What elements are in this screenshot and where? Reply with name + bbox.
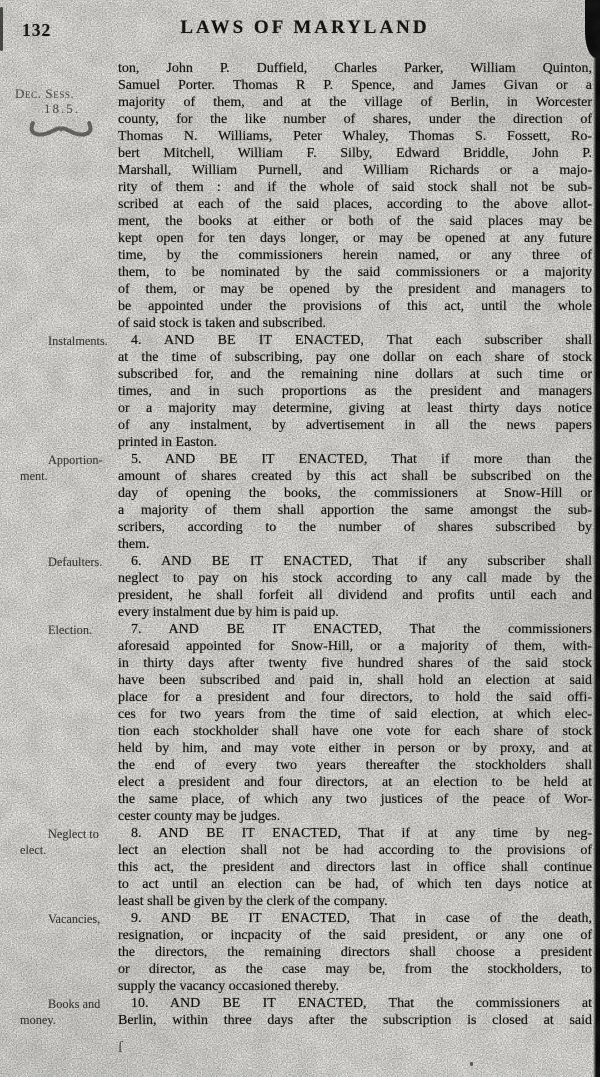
text-line: a majority of them shall apportion the same amongst the sub-	[118, 503, 592, 518]
body-paragraph	[118, 332, 592, 451]
margin-note-line: Books and	[48, 997, 101, 1011]
text-line: times, and in such proportions as the president and managers	[118, 384, 592, 399]
body-paragraph	[118, 553, 592, 621]
margin-note	[8, 553, 118, 621]
scan-edge-right	[593, 0, 600, 1077]
law-section	[8, 553, 592, 621]
text-line: Marshall, William Purnell, and William Richards or a majo-	[118, 163, 592, 178]
text-line: bert Mitchell, William F. Silby, Edward Briddle, John P.	[118, 146, 592, 161]
text-line: of any instalment, by advertisement in all the news papers	[118, 418, 592, 433]
text-line: scribers, according to the number of shares subscribed by	[118, 520, 592, 535]
margin-note-line: Defaulters.	[48, 555, 103, 569]
text-line: at the time of subscribing, pay one dollar on each share of stock	[118, 350, 592, 365]
margin-note	[8, 451, 118, 553]
text-line: 8. AND BE IT ENACTED, That if at any time by neg-	[131, 826, 592, 841]
text-line: the same place, of which any two justices of the peace of Wor-	[118, 792, 592, 807]
text-line: of said stock is taken and subscribed.	[118, 316, 327, 331]
margin-note-line: money.	[20, 1012, 56, 1027]
text-line: resignation, or incpacity of the said president, or any one of	[118, 928, 592, 943]
text-line: held by him, and may vote either in person or by proxy, and at	[118, 741, 592, 756]
text-line: or a majority may determine, giving at least thirty days notice	[118, 401, 592, 416]
text-line: president, he shall forfeit all dividend and profits until each and	[118, 588, 592, 603]
text-line: or director, as the case may be, from the stockholders, to	[118, 962, 592, 977]
margin-note-line: Instalments.	[48, 334, 108, 348]
law-section	[8, 621, 592, 825]
law-section	[8, 825, 592, 910]
text-line: day of opening the books, the commissioners at Snow-Hill or	[118, 486, 592, 501]
margin-note-line: Neglect to	[48, 827, 99, 841]
session-label: Dec. Sess.	[15, 86, 75, 101]
body-paragraph	[118, 825, 592, 910]
scan-edge-left	[0, 7, 3, 51]
text-line: least shall be given by the clerk of the company.	[118, 894, 388, 909]
text-line: time, by the commissioners herein named, or any three of	[118, 248, 592, 263]
text-line: ton, John P. Duffield, Charles Parker, William Quinton,	[118, 61, 592, 76]
text-line: majority of them, and at the village of Berlin, in Worcester	[118, 95, 592, 110]
session-year: 18.5.	[44, 101, 80, 116]
page-title: LAWS OF MARYLAND	[180, 17, 430, 38]
law-section	[8, 451, 592, 553]
text-line: 10. AND BE IT ENACTED, That the commissioners at	[131, 996, 592, 1011]
margin-note	[8, 825, 118, 910]
law-section	[8, 60, 592, 332]
text-line: them.	[118, 537, 150, 552]
law-section	[8, 332, 592, 451]
text-line: 9. AND BE IT ENACTED, That in case of the death,	[131, 911, 592, 926]
text-line: place for a president and four directors, to hold the said offi-	[118, 690, 592, 705]
law-section	[8, 995, 592, 1029]
text-line: 5. AND BE IT ENACTED, That if more than the	[131, 452, 592, 467]
margin-note-line: Vacancies,	[48, 912, 101, 926]
text-line: kept open for ten days longer, or may be opened at any future	[118, 231, 592, 246]
text-line: to act until an election can be had, of which ten days notice at	[118, 877, 592, 892]
stray-mark: ſ	[118, 1039, 123, 1056]
text-line: in thirty days after twenty five hundred shares of the said stock	[118, 656, 592, 671]
margin-note	[8, 332, 118, 451]
text-line: Thomas N. Williams, Peter Whaley, Thomas S. Fossett, Ro-	[118, 129, 592, 144]
text-line: 7. AND BE IT ENACTED, That the commissioners	[131, 622, 592, 637]
text-line: 4. AND BE IT ENACTED, That each subscriber shall	[131, 333, 592, 348]
page-body	[8, 60, 592, 1029]
text-line: scribed at each of the said places, according to the above allot-	[118, 197, 592, 212]
text-line: ces for two years from the time of said election, at which elec-	[118, 707, 592, 722]
text-line: Samuel Porter. Thomas R P. Spence, and James Givan or a	[118, 78, 592, 93]
page-number: 132	[22, 20, 52, 40]
body-paragraph	[118, 451, 592, 553]
text-line: this act, the president and directors last in office shall continue	[118, 860, 592, 875]
text-line: county, for the like number of shares, under the direction of	[118, 112, 592, 127]
text-line: ment, the books at either or both of the said places may be	[118, 214, 592, 229]
law-section	[8, 910, 592, 995]
margin-note	[8, 910, 118, 995]
text-line: the end of every two years thereafter the stockholders shall	[118, 758, 592, 773]
body-paragraph	[118, 995, 592, 1029]
text-line: Berlin, within three days after the subscription is closed at said	[118, 1013, 592, 1028]
text-line: 6. AND BE IT ENACTED, That if any subscriber shall	[131, 554, 592, 569]
text-line: be appointed under the provisions of this act, until the whole	[118, 299, 592, 314]
text-line: neglect to pay on his stock according to any call made by the	[118, 571, 592, 586]
margin-note	[8, 621, 118, 825]
text-line: tion each stockholder shall have one vote for each share of stock	[118, 724, 592, 739]
text-line: cester county may be judges.	[118, 809, 281, 824]
text-line: amount of shares created by this act shall be subscribed on the	[118, 469, 592, 484]
text-line: subscribed for, and the remaining nine dollars at such time or	[118, 367, 592, 382]
text-line: the directors, the remaining directors shall choose a president	[118, 945, 592, 960]
body-paragraph	[118, 60, 592, 332]
text-line: lect an election shall not be had according to the provisions of	[118, 843, 592, 858]
text-line: them, to be nominated by the said commissioners or a majority	[118, 265, 592, 280]
text-line: of them, or may be opened by the president and managers to	[118, 282, 592, 297]
margin-note	[8, 995, 118, 1029]
text-line: printed in Easton.	[118, 435, 218, 450]
text-line: have been subscribed and paid in, shall hold an election at said	[118, 673, 592, 688]
text-line: every instalment due by him is paid up.	[118, 605, 339, 620]
margin-note-line: Election.	[48, 623, 93, 637]
text-line: aforesaid appointed for Snow-Hill, or a majority of them, with-	[118, 639, 592, 654]
margin-note-line: Apportion-	[48, 453, 103, 467]
body-paragraph	[118, 910, 592, 995]
text-line: supply the vacancy occasioned thereby.	[118, 979, 340, 994]
text-line: elect a president and four directors, at an election to be held at	[118, 775, 592, 790]
body-paragraph	[118, 621, 592, 825]
margin-note-line: ment.	[20, 468, 48, 483]
margin-note-line: elect.	[20, 842, 47, 857]
ink-speck	[470, 1062, 473, 1066]
margin-note	[8, 60, 118, 332]
text-line: rity of them : and if the whole of said stock shall not be sub-	[118, 180, 592, 195]
scan-corner-blob	[585, 0, 600, 58]
